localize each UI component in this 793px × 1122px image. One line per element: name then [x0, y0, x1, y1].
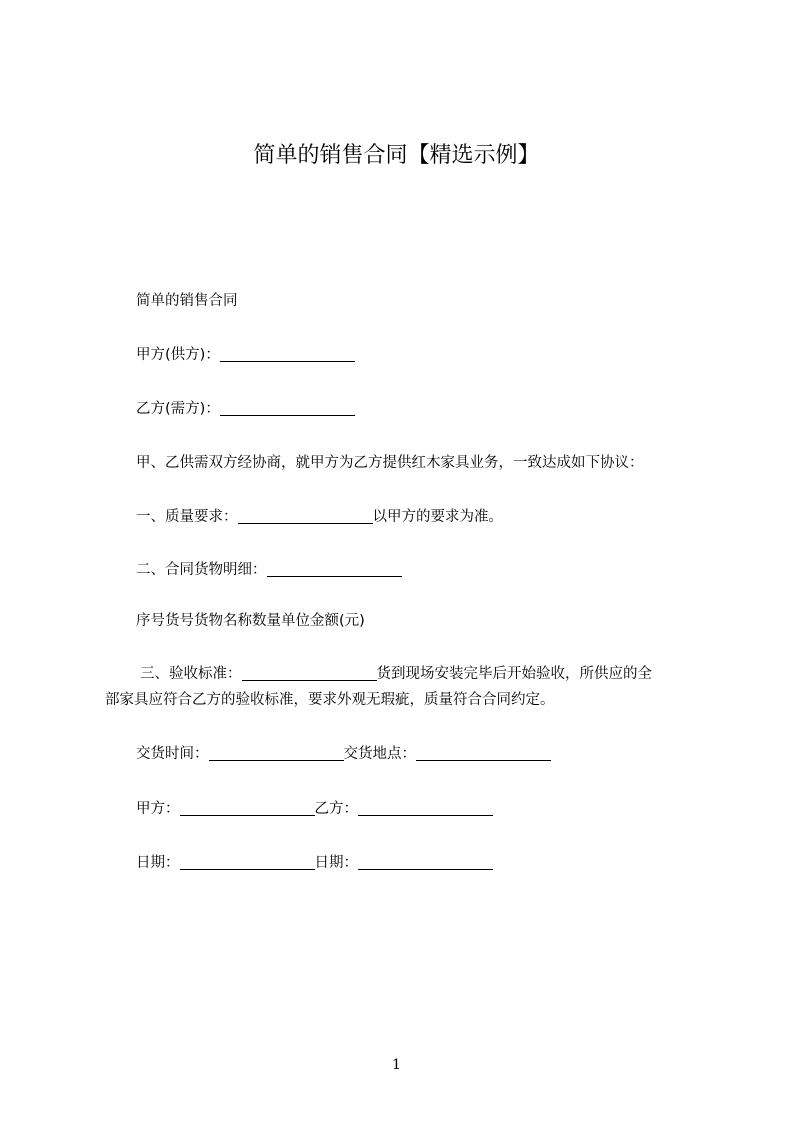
date-a-label: 日期：	[136, 855, 180, 871]
delivery-place-blank	[416, 744, 551, 761]
delivery-place-label: 交货地点：	[343, 746, 416, 762]
party-b-label: 乙方(需方)：	[136, 401, 220, 417]
date-b-label: 日期：	[314, 855, 358, 871]
date-b-blank	[358, 853, 493, 870]
goods-table-header	[105, 608, 736, 634]
party-a-line	[105, 342, 736, 368]
party-b-line	[105, 396, 736, 422]
quality-blank	[238, 507, 373, 524]
goods-detail-blank	[267, 560, 402, 577]
acceptance-line-1	[105, 661, 705, 687]
contract-heading-text: 简单的销售合同	[136, 293, 238, 309]
sign-party-a-label: 甲方：	[136, 801, 180, 817]
acceptance-text-2: 部家具应符合乙方的验收标准，要求外观无瑕疵，质量符合合同约定。	[105, 692, 555, 708]
sign-party-a-blank	[180, 799, 315, 816]
quality-clause	[105, 504, 736, 530]
sign-party-b-label: 乙方：	[314, 801, 358, 817]
acceptance-blank	[242, 664, 377, 681]
acceptance-label: 三、验收标准：	[140, 666, 242, 682]
sign-party-b-blank	[358, 799, 493, 816]
contract-heading	[105, 288, 736, 314]
party-b-blank	[220, 399, 355, 416]
party-a-blank	[220, 345, 355, 362]
date-line	[105, 850, 736, 876]
delivery-line	[105, 741, 736, 767]
signature-line	[105, 796, 736, 822]
delivery-time-label: 交货时间：	[136, 746, 209, 762]
party-a-label: 甲方(供方)：	[136, 347, 220, 363]
goods-detail-label: 二、合同货物明细：	[136, 562, 267, 578]
acceptance-clause	[105, 661, 705, 713]
acceptance-line-2	[105, 687, 705, 713]
date-a-blank	[180, 853, 315, 870]
document-title: 简单的销售合同【精选示例】	[253, 143, 540, 168]
goods-detail-clause	[105, 557, 736, 583]
quality-suffix: 以甲方的要求为准。	[372, 509, 503, 525]
quality-label: 一、质量要求：	[136, 509, 238, 525]
acceptance-text-1: 货到现场安装完毕后开始验收，所供应的全	[376, 666, 652, 682]
intro-paragraph	[105, 450, 736, 476]
goods-table-header-text: 序号货号货物名称数量单位金额(元)	[136, 613, 365, 629]
page-number: 1	[392, 1057, 401, 1073]
intro-text: 甲、乙供需双方经协商，就甲方为乙方提供红木家具业务，一致达成如下协议：	[136, 455, 644, 471]
delivery-time-blank	[209, 744, 344, 761]
